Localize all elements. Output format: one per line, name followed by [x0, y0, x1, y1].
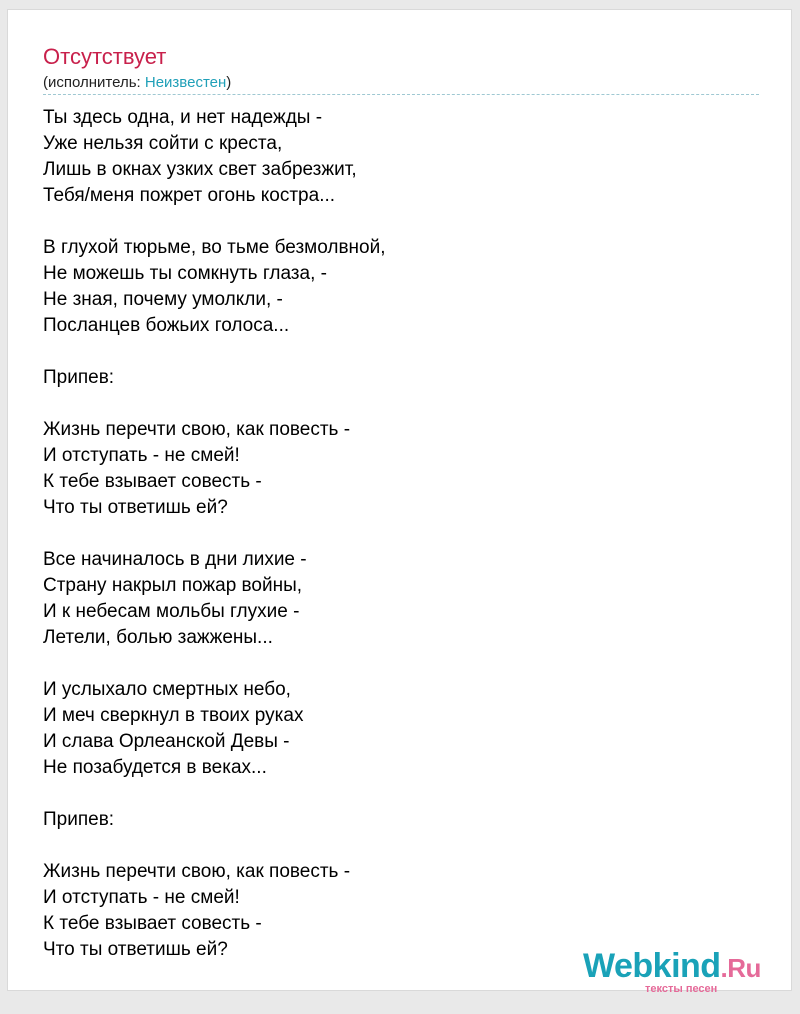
lyric-line: И услыхало смертных небо,	[43, 679, 291, 700]
artist-link[interactable]: Неизвестен	[144, 74, 227, 91]
logo-tagline: тексты песен	[645, 983, 718, 995]
lyric-line: Что ты ответишь ей?	[43, 939, 228, 960]
lyric-line: Жизнь перечти свою, как повесть -	[43, 861, 351, 882]
song-title: Отсутствует	[43, 44, 167, 69]
lyric-line: К тебе взывает совесть -	[43, 913, 262, 934]
lyric-line: Страну накрыл пожар войны,	[43, 575, 303, 596]
lyric-line: И отступать - не смей!	[43, 445, 240, 466]
lyric-line: И меч сверкнул в твоих руках	[43, 705, 304, 726]
lyric-line: И к небесам мольбы глухие -	[43, 601, 300, 622]
lyric-line: Что ты ответишь ей?	[43, 497, 228, 518]
lyric-line: Уже нельзя сойти с креста,	[43, 133, 283, 154]
lyric-line: К тебе взывает совесть -	[43, 471, 262, 492]
lyric-line: Посланцев божьих голоса...	[43, 315, 290, 336]
header-divider	[43, 94, 759, 95]
logo-tld: .Ru	[720, 953, 761, 983]
lyric-line: Ты здесь одна, и нет надежды -	[43, 107, 323, 128]
stanza-gap	[43, 209, 386, 235]
webkind-logo[interactable]	[583, 946, 783, 996]
lyric-line: Тебя/меня пожрет огонь костра...	[43, 185, 336, 206]
lyrics-card	[7, 9, 792, 995]
lyric-line: Летели, болью зажжены...	[43, 627, 273, 648]
lyric-line: В глухой тюрьме, во тьме безмолвной,	[43, 237, 386, 258]
artist-line	[43, 73, 231, 93]
lyric-line: Не можешь ты сомкнуть глаза, -	[43, 263, 327, 284]
lyric-line: Все начиналось в дни лихие -	[43, 549, 307, 570]
stanza-gap	[43, 521, 386, 547]
lyric-line: Припев:	[43, 809, 115, 830]
stanza-gap	[43, 781, 386, 807]
lyric-line: Не зная, почему умолкли, -	[43, 289, 283, 310]
lyric-line: И отступать - не смей!	[43, 887, 240, 908]
stanza-gap	[43, 391, 386, 417]
stanza-gap	[43, 339, 386, 365]
artist-prefix: (исполнитель:	[43, 74, 145, 91]
lyric-line: И слава Орлеанской Девы -	[43, 731, 290, 752]
lyrics-text	[43, 105, 386, 963]
logo-name: Webkind	[583, 947, 721, 985]
lyric-line: Жизнь перечти свою, как повесть -	[43, 419, 351, 440]
stanza-gap	[43, 651, 386, 677]
lyric-line: Не позабудется в веках...	[43, 757, 267, 778]
lyric-line: Лишь в окнах узких свет забрезжит,	[43, 159, 357, 180]
artist-suffix: )	[226, 74, 232, 91]
stanza-gap	[43, 833, 386, 859]
lyric-line: Припев:	[43, 367, 115, 388]
logo-wordmark	[583, 946, 761, 988]
